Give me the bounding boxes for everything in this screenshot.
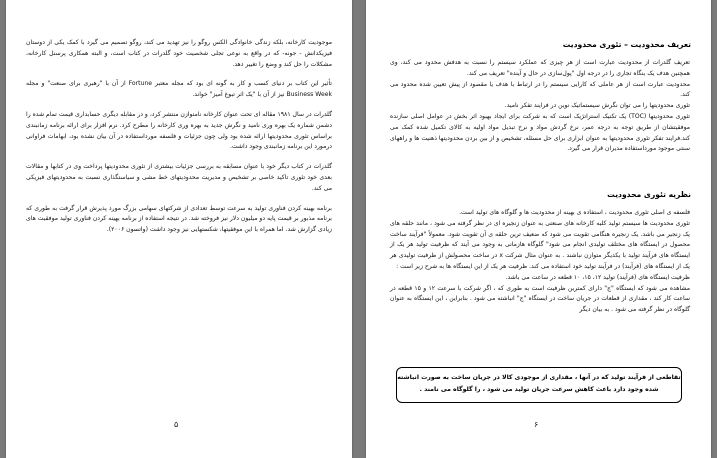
right-page-number: ۶ <box>534 420 539 429</box>
right-paragraph-8: مشاهده می شود که ایستگاه "ج" دارای کمترین ظرفیت است به طوری که ، اگر شرکت با سرعت ۱۲ و ۱۵ قطعه در ساعت کار کند ، مقداری از قطعات در جریان ساخت در ایستگاه "ج" انباشته می شود . بنابراین ، این ایستگاه به عنوان گلوگاه در نظر گرفته می شود . به بیان دیگر <box>390 284 691 314</box>
right-paragraph-5: فلسفه ی اصلی تئوری محدودیت ، استفاده ی بهینه از محدودیت ها و گلوگاه های تولید است. <box>459 209 690 216</box>
heading-constraint-definition: تعریف محدودیت – تئوری محدودیت <box>562 40 691 49</box>
right-page <box>366 0 711 458</box>
right-page-body-a <box>390 58 690 155</box>
left-page <box>6 0 352 458</box>
left-paragraph-3: گلدرات در سال ۱۹۸۱ مقاله ای تحت عنوان کارخانه نامتوازن منتشر کرد، و در مقابله دیگری حسابداری قیمت تمام شده را دشمن شماره یک بهره وری نامید و نگرش جدید به بهره وری کارخانه را مطرح کرد. نرم افزار برای ارائه برنامه زمانبندی براساس تئوری محدودیتها ارائه شده بود ولی چون جزئیات و فلسفه مورداستفاده در آن بیان نشده بود، ابهامات فراوانی درمورد این برنامه زمانبندی وجود داشت. <box>26 110 332 151</box>
heading-constraint-theory: نظریه تئوری محدودیت <box>607 190 691 199</box>
left-paragraph-1: موجودیت کارخانه، بلکه زندگی خانوادگی الکس روگو را نیز تهدید می کند، روگو تصمیم می گیرد با کمک یکی از دوستان فیزیکدانش - جونه- که در واقع به نوعی تجلی شخصیت خود گلدرات در کتاب است، و البته همکاری پرسنل کارخانه، مشکلات را حل کند و وضع را تغییر دهد. <box>26 39 332 68</box>
left-paragraph-4: گلدرات در کتاب دیگر خود با عنوان مسابقه به بررسی جزئیات بیشتری از تئوری محدودیتها پرداخت وی در کتابها و مقالات بعدی خود تئوری تاکید خاصی بر تشخیص و مدیریت محدودیتهای خط مشی و سیاستگذاری نسبت به محدودیتهای فیزیکی می کند. <box>26 163 332 192</box>
left-paragraph-2: تأثیر این کتاب بر دنیای کسب و کار به گونه ای بود که مجله معتبر Fortune از آن با "رهبری برای صنعت" و مجله Business Week نیز از آن با "یک اثر تبوغ آمیز" خواند. <box>26 80 333 99</box>
right-paragraph-4: تئوری محدودیتها (TOC) یک تکنیک استراتژیک است که به شرکت برای ایجاد بهبود اثر بخش در عوامل اصلی سازنده موفقیتشان از طریق توجه به درجه عمر، نرخ گردش مواد و نرخ تبدیل مواد اولیه به کالای تکمیل شده کمک می کند.فرایند تفکر تئوری محدودیتها به عنوان ابزاری برای حل مسئله، تشخیص و از بین بردن محدودیتها ذهنیت ها و راههای سنتی موجود مورداستفاده مدیران قرار می گیرد. <box>390 112 690 153</box>
left-page-number: ۵ <box>174 420 179 429</box>
right-paragraph-7: ظرفیت ایستگاه های (فرآیند) تولید ۱۲، ۱۵، ۱۰ قطعه در ساعت می باشد. <box>505 273 690 281</box>
right-paragraph-1: تعریف گلدرات از محدودیت عبارت است از هر چیزی که عملکرد سیستم را نسبت به هدفش محدود می کند، وی همچنین هدف یک بنگاه تجاری را در درجه اول "پول‌سازی در حال و آینده" تعریف می کند. <box>390 59 690 77</box>
right-paragraph-2: محدودیت عبارت است از هر عاملی که کارایی سیستم را در ارتباط با هدف یا مقصود از پیش تعیین شده محدود می کند. <box>390 80 690 99</box>
right-paragraph-3: تئوری محدودیتها را می توان نگرش سیستماتیک نوین در فرایند تفکر نامید. <box>504 102 690 110</box>
right-page-body-b <box>390 208 690 316</box>
left-page-body <box>26 38 332 236</box>
left-paragraph-5: برنامه بهینه کردن فناوری تولید به سرعت توسط تعدادی از شرکتهای سهامی بزرگ مورد پذیرش قرار گرفت به طوری که برنامه مذبور بر قیمت پایه دو میلیون دلار نیز فروخته شد. در نتیجه استفاده از برنامه بهینه کردن فناوری تولید موفقیت های زیادی گزارش شد. اما همراه با این موفقیتها، شکستهایی نیز وجود داشت (واتسون ۲۰۰۶). <box>26 204 332 234</box>
right-paragraph-6: تئوری محدودیت ها سیستم تولید کلیه کارخانه های صنعتی به عنوان زنجیره ای در نظر گرفته می شود ، مانند حلقه های یک زنجیر می باشد. یک زنجیره هنگامی تقویت می شود که ضعیف ترین حلقه ی آن تقویت شود. معمولاً "فرآیند ساخت محصول در ایستگاه های مختلف تولیدی انجام می شود" گلوگاه هازمانی به وجود می آیند که ظرفیت تولید هر یک از ایستگاه های فرآیند تولید با یکدیگر متوازن نباشند . به عنوان مثال شرکت x در ساخت محصولش از ظرفیت تولیدی هر یک از ایستگاه های (فرآیند) در فرآیند تولید خود استفاده می کند. ظرفیت هر یک از این ایستگاه ها به شرح زیر است : <box>390 219 690 270</box>
bottleneck-definition-callout: تقاطعی از فرآیند تولید که در آنها ، مقداری از موجودی کالا در جریان ساخت به صورت انباشته شده وجود دارد باعث کاهش سرعت جریان تولید می شود ، را گلوگاه می نامند . <box>396 367 682 403</box>
